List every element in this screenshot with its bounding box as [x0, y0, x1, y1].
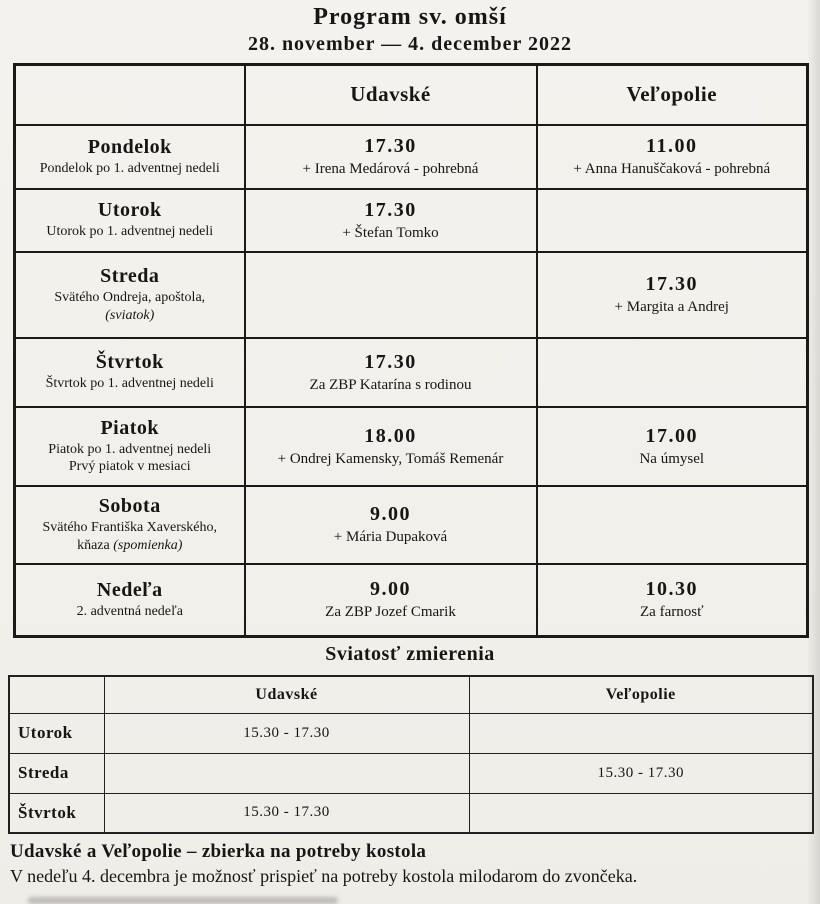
velopolie-cell: [537, 189, 808, 252]
day-name: Nedeľa: [96, 579, 163, 602]
mass-time: 9.00: [370, 578, 411, 601]
day-cell: [15, 486, 245, 564]
day-cell: [15, 407, 245, 486]
mass-intention: + Štefan Tomko: [342, 224, 439, 241]
confession-time: [469, 713, 813, 753]
day-note: Pondelok po 1. adventnej nedeli: [39, 160, 220, 176]
udavske-cell: [245, 125, 537, 189]
day-name: Piatok: [100, 416, 160, 439]
mass-intention: Za ZBP Katarína s rodinou: [309, 376, 472, 393]
confession-time: 15.30 - 17.30: [104, 713, 469, 753]
udavske-cell: [245, 189, 537, 252]
confession-time: [469, 793, 813, 833]
velopolie-cell: [537, 252, 808, 338]
udavske-cell: [245, 486, 537, 564]
confession-row-streda: [9, 753, 813, 793]
scan-edge-shadow: [808, 0, 820, 904]
table-row-stvrtok: [15, 338, 808, 407]
confession-header-row: [9, 676, 813, 713]
column-header-udavske: Udavské: [104, 676, 469, 713]
mass-time: 11.00: [646, 135, 698, 157]
page-subtitle: 28. november — 4. december 2022: [247, 33, 573, 55]
day-note: Štvrtok po 1. adventnej nedeli: [45, 376, 214, 392]
mass-time: 10.30: [645, 578, 698, 601]
velopolie-cell: [537, 125, 808, 189]
column-header-udavske: Udavské: [245, 65, 537, 125]
table-row-piatok: [15, 407, 808, 486]
day-note: Utorok po 1. adventnej nedeli: [46, 224, 214, 240]
confession-row-stvrtok: [9, 793, 813, 833]
table-row-streda: [15, 252, 808, 338]
udavske-cell: [245, 338, 537, 407]
day-note-line: Piatok po 1. adventnej nedeli: [48, 441, 212, 457]
mass-time: 17.30: [364, 198, 417, 221]
confession-time: [104, 753, 469, 793]
day-cell: [15, 564, 245, 637]
day-cell: [15, 338, 245, 407]
day-note-line: Svätého Ondreja, apoštola,: [54, 290, 206, 306]
mass-intention: + Margita a Andrej: [614, 299, 729, 315]
table-row-pondelok: [15, 125, 808, 189]
mass-time: 17.00: [645, 424, 698, 447]
table-row-utorok: [15, 189, 808, 252]
day-name: Pondelok: [87, 135, 172, 158]
confession-row-utorok: [9, 713, 813, 753]
mass-intention: + Ondrej Kamensky, Tomáš Remenár: [277, 450, 504, 467]
page-title: Program sv. omší: [313, 4, 507, 30]
udavske-cell: [245, 252, 537, 338]
day-note-line: Svätého Františka Xaverského,: [42, 520, 218, 536]
mass-time: 17.30: [364, 135, 417, 157]
velopolie-cell: [537, 486, 808, 564]
table-row-nedela: [15, 564, 808, 637]
udavske-cell: [245, 564, 537, 637]
column-header-velopolie: Veľopolie: [469, 676, 813, 713]
confession-section-title: Sviatosť zmierenia: [325, 643, 495, 665]
day-name: Štvrtok: [95, 351, 164, 374]
collection-heading: Udavské a Veľopolie – zbierka na potreby kostola: [10, 841, 427, 862]
mass-schedule-table: [13, 63, 809, 638]
day-note-italic: (spomienka): [113, 537, 183, 553]
day-name: Streda: [100, 265, 160, 288]
confession-table: [8, 675, 814, 834]
day-name: Streda: [9, 753, 104, 793]
scan-smudge: [28, 897, 338, 904]
mass-table-header-row: [15, 65, 808, 125]
mass-intention: + Anna Hanuščaková - pohrebná: [573, 161, 771, 177]
confession-time: 15.30 - 17.30: [469, 753, 813, 793]
day-note: 2. adventná nedeľa: [76, 604, 183, 620]
day-note: [20, 519, 240, 553]
confession-time: 15.30 - 17.30: [104, 793, 469, 833]
table-row-sobota: [15, 486, 808, 564]
day-cell: [15, 125, 245, 189]
mass-intention: + Mária Dupaková: [333, 529, 448, 545]
velopolie-cell: [537, 338, 808, 407]
day-note-line: Prvý piatok v mesiaci: [68, 459, 191, 474]
header-empty-cell: [9, 676, 104, 713]
day-note-line: kňaza: [77, 537, 114, 553]
mass-time: 17.30: [645, 273, 698, 295]
mass-intention: Za farnosť: [640, 604, 704, 621]
day-name: Utorok: [97, 199, 162, 222]
collection-note: V nedeľu 4. decembra je možnosť prispieť na potreby kostola milodarom do zvončeka.: [10, 866, 638, 886]
day-name: Utorok: [9, 713, 104, 753]
day-name: Sobota: [98, 495, 161, 518]
velopolie-cell: [537, 564, 808, 637]
mass-intention: Na úmysel: [639, 450, 705, 467]
day-note: [20, 441, 240, 475]
day-note-italic: (sviatok): [105, 307, 155, 323]
mass-intention: + Irena Medárová - pohrebná: [302, 161, 479, 177]
day-cell: [15, 252, 245, 338]
day-name: Štvrtok: [9, 793, 104, 833]
header-empty-cell: [15, 65, 245, 125]
column-header-velopolie: Veľopolie: [537, 65, 808, 125]
day-cell: [15, 189, 245, 252]
mass-time: 9.00: [370, 503, 411, 525]
udavske-cell: [245, 407, 537, 486]
mass-intention: Za ZBP Jozef Cmarik: [325, 604, 456, 621]
velopolie-cell: [537, 407, 808, 486]
mass-time: 18.00: [364, 424, 417, 447]
mass-time: 17.30: [364, 350, 417, 373]
day-note: [20, 289, 240, 323]
